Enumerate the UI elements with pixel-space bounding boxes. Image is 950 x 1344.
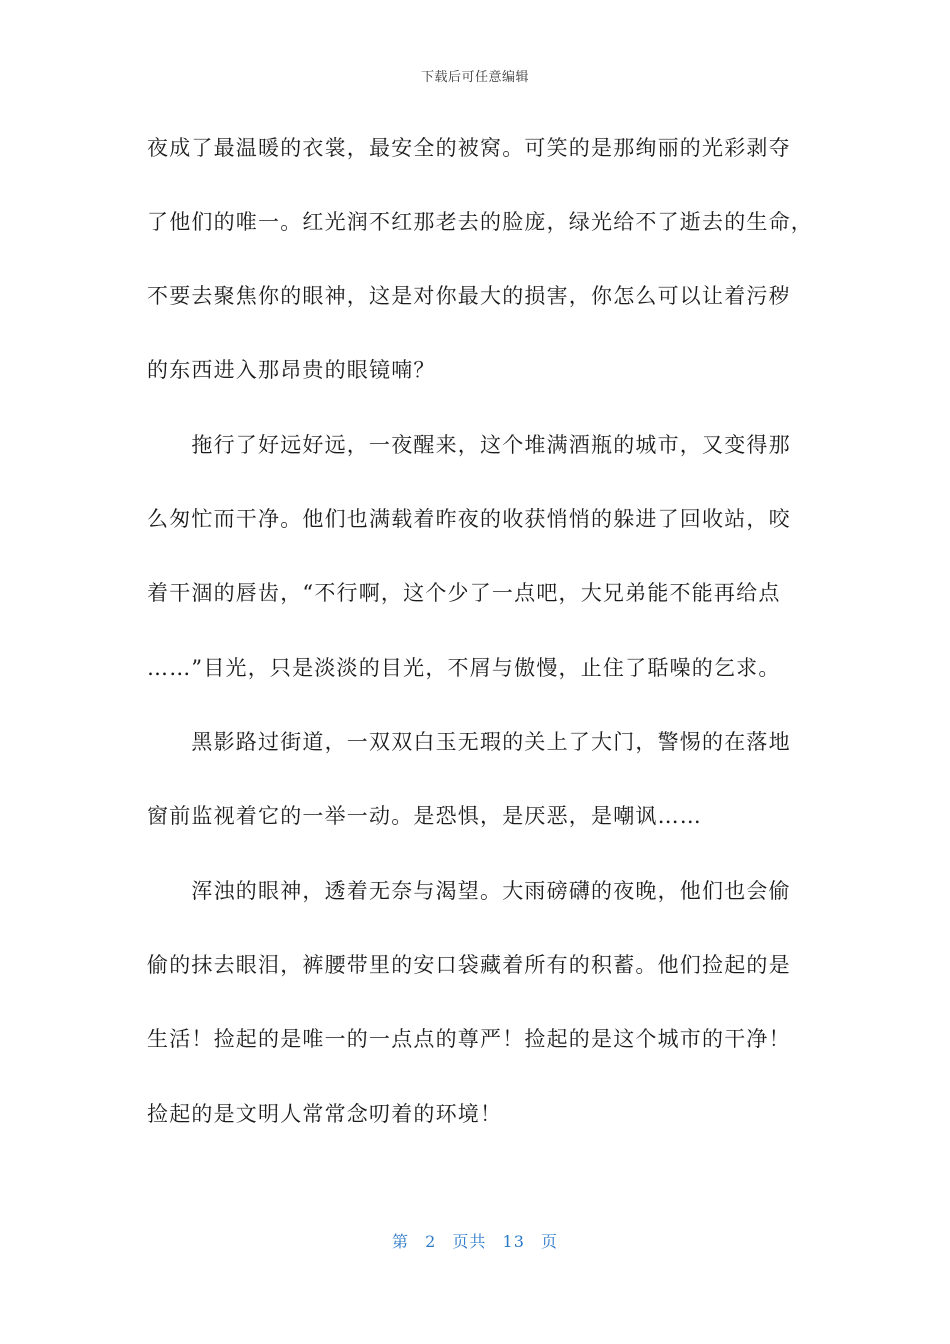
text-line: 黑影路过街道，一双双白玉无瑕的关上了大门，警惕的在落地 bbox=[147, 730, 791, 754]
footer-prefix: 第 bbox=[392, 1232, 410, 1251]
text-line: 拖行了好远好远，一夜醒来，这个堆满酒瓶的城市，又变得那 bbox=[147, 433, 791, 457]
text-line: 捡起的是文明人常常念叨着的环境！ bbox=[147, 1102, 503, 1126]
text-line: 窗前监视着它的一举一动。是恐惧，是厌恶，是嘲讽…… bbox=[147, 804, 702, 828]
text-line: 不要去聚焦你的眼神，这是对你最大的损害，你怎么可以让着污秽 bbox=[147, 284, 791, 308]
page-header: 下载后可任意编辑 bbox=[420, 70, 529, 85]
text-line: 生活！捡起的是唯一的一点点的尊严！捡起的是这个城市的干净！ bbox=[147, 1027, 791, 1051]
current-page-number: 2 bbox=[425, 1232, 437, 1251]
text-line: ……”目光，只是淡淡的目光，不屑与傲慢，止住了聒噪的乞求。 bbox=[147, 656, 781, 680]
page-footer bbox=[0, 1229, 950, 1252]
total-pages-number: 13 bbox=[502, 1232, 525, 1251]
footer-middle: 页共 bbox=[452, 1232, 487, 1251]
text-line: 浑浊的眼神，透着无奈与渴望。大雨磅礴的夜晚，他们也会偷 bbox=[147, 879, 791, 903]
text-line: 的东西进入那昂贵的眼镜喃？ bbox=[147, 358, 436, 382]
text-line: 偷的抹去眼泪，裤腰带里的安口袋藏着所有的积蓄。他们捡起的是 bbox=[147, 953, 791, 977]
text-line: 了他们的唯一。红光润不红那老去的脸庞，绿光给不了逝去的生命， bbox=[147, 210, 813, 234]
text-line: 么匆忙而干净。他们也满载着昨夜的收获悄悄的躲进了回收站，咬 bbox=[147, 507, 791, 531]
text-line: 着干涸的唇齿，“不行啊，这个少了一点吧，大兄弟能不能再给点 bbox=[147, 581, 781, 605]
text-line: 夜成了最温暖的衣裳，最安全的被窝。可笑的是那绚丽的光彩剥夺 bbox=[147, 136, 791, 160]
footer-suffix: 页 bbox=[540, 1232, 558, 1251]
